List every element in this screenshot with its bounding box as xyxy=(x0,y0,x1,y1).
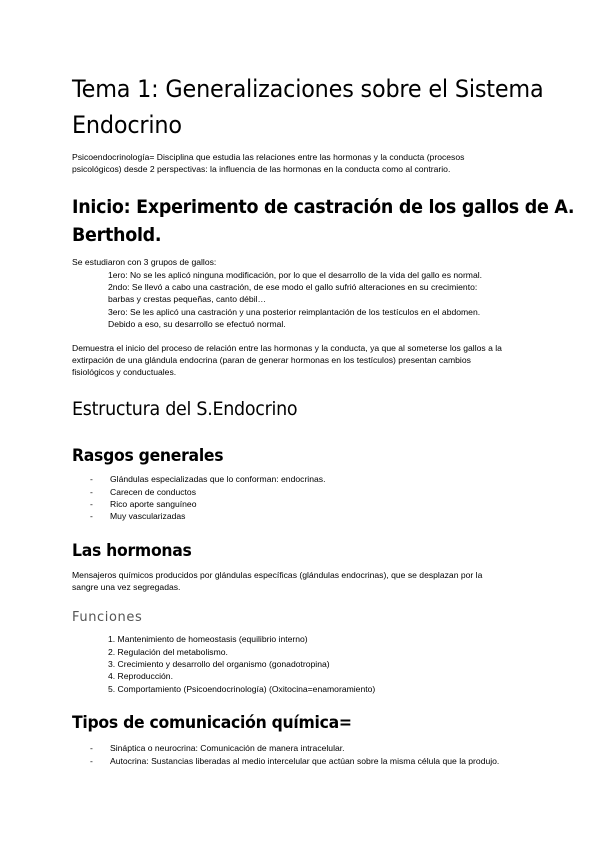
bullet-dash: - xyxy=(90,499,93,509)
rasgo-3: Rico aporte sanguíneo xyxy=(110,499,197,509)
funcion-1: 1. Mantenimiento de homeostasis (equilibrio interno) xyxy=(108,634,308,644)
list-item xyxy=(90,510,185,522)
intro-line-2: psicológicos) desde 2 perspectivas: la influencia de las hormonas en la conducta como al contrario. xyxy=(72,164,451,174)
tipo-2: Autocrina: Sustancias liberadas al medio intercelular que actúan sobre la misma célula que la produjo. xyxy=(110,756,500,766)
rasgo-2: Carecen de conductos xyxy=(110,487,196,497)
list-item xyxy=(90,473,325,485)
heading-estructura: Estructura del S.Endocrino xyxy=(72,398,298,420)
conclusion-line-1: Demuestra el inicio del proceso de relación entre las hormonas y la conducta, ya que al someterse los gallos a la xyxy=(72,343,502,353)
bullet-dash: - xyxy=(90,474,93,484)
funcion-4: 4. Reproducción. xyxy=(108,671,173,681)
heading-tipos: Tipos de comunicación química= xyxy=(72,713,352,733)
group-2-line-1: 2ndo: Se llevó a cabo una castración, de ese modo el gallo sufrió alteraciones en su crecimiento: xyxy=(108,282,478,292)
heading-funciones: Funciones xyxy=(72,610,143,625)
bullet-dash: - xyxy=(90,756,93,766)
bullet-dash: - xyxy=(90,487,93,497)
funcion-5: 5. Comportamiento (Psicoendocrinología) (Oxitocina=enamoramiento) xyxy=(108,684,376,694)
conclusion-line-3: fisiológicos y conductuales. xyxy=(72,367,177,377)
group-2-line-2: barbas y crestas pequeñas, canto débil… xyxy=(108,294,267,304)
tipo-1: Sináptica o neurocrina: Comunicación de manera intracelular. xyxy=(110,743,345,753)
group-3-line-1: 3ero: Se les aplicó una castración y una posterior reimplantación de los testículos en el abdomen. xyxy=(108,307,481,317)
conclusion-line-2: extirpación de una glándula endocrina (paran de generar hormonas en los testículos) presentan cambios xyxy=(72,355,471,365)
rasgo-4: Muy vascularizadas xyxy=(110,511,186,521)
list-item xyxy=(90,742,345,754)
group-3-line-2: Debido a eso, su desarrollo se efectuó normal. xyxy=(108,319,286,329)
bullet-dash: - xyxy=(90,743,93,753)
heading-inicio-line-1: Inicio: Experimento de castración de los gallos de A. xyxy=(72,196,575,218)
funcion-2: 2. Regulación del metabolismo. xyxy=(108,647,228,657)
group-1: 1ero: No se les aplicó ninguna modificación, por lo que el desarrollo de la vida del gallo es normal. xyxy=(108,270,483,280)
list-item xyxy=(90,755,499,767)
hormonas-line-1: Mensajeros químicos producidos por glándulas específicas (glándulas endocrinas), que se desplazan por la xyxy=(72,570,483,580)
hormonas-line-2: sangre una vez segregadas. xyxy=(72,582,181,592)
rasgo-1: Glándulas especializadas que lo conforman: endocrinas. xyxy=(110,474,326,484)
funcion-3: 3. Crecimiento y desarrollo del organismo (gonadotropina) xyxy=(108,659,330,669)
intro-line-1: Psicoendocrinología= Disciplina que estudia las relaciones entre las hormonas y la conducta (procesos xyxy=(72,152,465,162)
list-item xyxy=(90,498,196,510)
page-title-line-1: Tema 1: Generalizaciones sobre el Sistema xyxy=(72,75,544,103)
heading-rasgos: Rasgos generales xyxy=(72,446,224,466)
list-item xyxy=(90,486,196,498)
bullet-dash: - xyxy=(90,511,93,521)
heading-hormonas: Las hormonas xyxy=(72,541,192,561)
page-title-line-2: Endocrino xyxy=(72,111,182,139)
inicio-lead: Se estudiaron con 3 grupos de gallos: xyxy=(72,257,217,267)
heading-inicio-line-2: Berthold. xyxy=(72,224,162,246)
